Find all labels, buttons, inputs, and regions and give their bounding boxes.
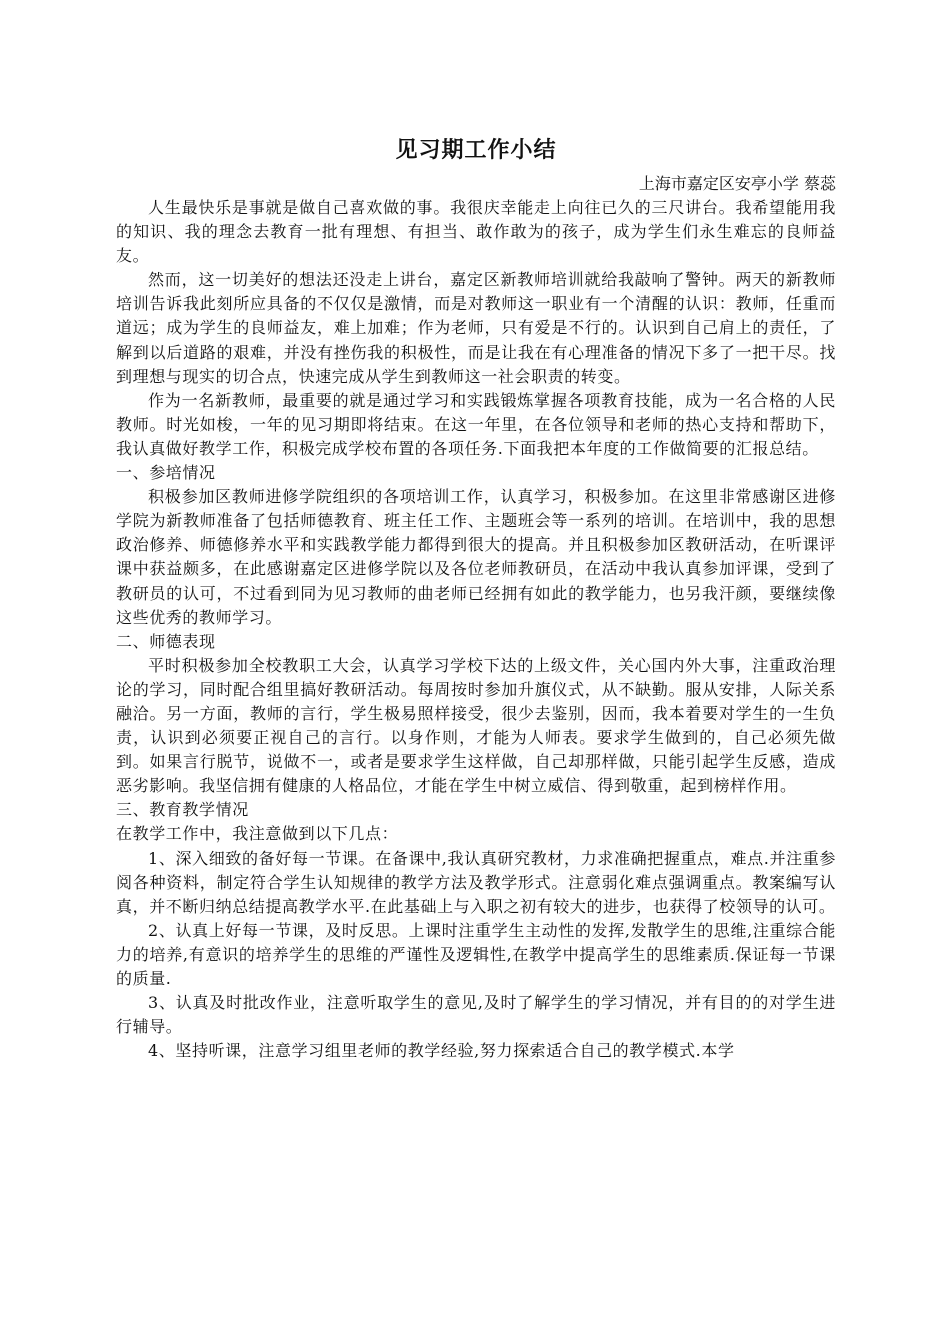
intro-paragraph-2: 然而，这一切美好的想法还没走上讲台，嘉定区新教师培训就给我敲响了警钟。两天的新教师培训告诉我此刻所应具备的不仅仅是激情，而是对教师这一职业有一个清醒的认识：教师，任重而道远；成为学生的良师益友，难上加难；作为老师，只有爱是不行的。认识到自己肩上的责任，了解到以后道路的艰难，并没有挫伤我的积极性，而是让我在有心理准备的情况下多了一把干尽。找到理想与现实的切合点，快速完成从学生到教师这一社会职责的转变。 xyxy=(116,270,836,386)
section-heading-ethics: 二、师德表现 xyxy=(116,631,216,651)
section-heading-training: 一、参培情况 xyxy=(116,463,216,483)
author-line: 上海市嘉定区安亭小学 蔡蕊 xyxy=(638,174,836,193)
section-lead-teaching: 在教学工作中，我注意做到以下几点： xyxy=(116,824,399,844)
teaching-point-1: 1、深入细致的备好每一节课。在备课中,我认真研究教材，力求准确把握重点，难点.并注重参阅各种资料，制定符合学生认知规律的教学方法及教学形式。注意弱化难点强调重点。教案编写认真，并不断归纳总结提高教学水平.在此基础上与入职之初有较大的进步，也获得了校领导的认可。 xyxy=(116,848,836,916)
intro-paragraph-1: 人生最快乐是事就是做自己喜欢做的事。我很庆幸能走上向往已久的三尺讲台。我希望能用我的知识、我的理念去教育一批有理想、有担当、敢作敢为的孩子，成为学生们永生难忘的良师益友。 xyxy=(116,198,836,266)
page-title: 见习期工作小结 xyxy=(395,137,557,163)
teaching-point-2: 2、认真上好每一节课，及时反思。上课时注重学生主动性的发挥,发散学生的思维,注重综合能力的培养,有意识的培养学生的思维的严谨性及逻辑性,在教学中提高学生的思维素质.保证每一节课的质量. xyxy=(116,920,836,988)
section-heading-teaching: 三、教育教学情况 xyxy=(116,800,249,820)
section-body-training: 积极参加区教师进修学院组织的各项培训工作，认真学习，积极参加。在这里非常感谢区进修学院为新教师准备了包括师德教育、班主任工作、主题班会等一系列的培训。在培训中，我的思想政治修养、师德修养水平和实践教学能力都得到很大的提高。并且积极参加区教研活动，在听课评课中获益颇多，在此感谢嘉定区进修学院以及各位老师教研员，在活动中我认真参加评课，受到了教研员的认可，不过看到同为见习教师的曲老师已经拥有如此的教学能力，也另我汗颜，要继续像这些优秀的教师学习。 xyxy=(116,487,836,627)
intro-paragraph-3: 作为一名新教师，最重要的就是通过学习和实践锻炼掌握各项教育技能，成为一名合格的人民教师。时光如梭，一年的见习期即将结束。在这一年里，在各位领导和老师的热心支持和帮助下，我认真做好教学工作，积极完成学校布置的各项任务.下面我把本年度的工作做简要的汇报总结。 xyxy=(116,390,836,458)
teaching-point-3: 3、认真及时批改作业，注意听取学生的意见,及时了解学生的学习情况，并有目的的对学生进行辅导。 xyxy=(116,993,836,1037)
teaching-point-4: 4、坚持听课，注意学习组里老师的教学经验,努力探索适合自己的教学模式.本学 xyxy=(148,1041,735,1061)
section-body-ethics: 平时积极参加全校教职工大会，认真学习学校下达的上级文件，关心国内外大事，注重政治理论的学习，同时配合组里搞好教研活动。每周按时参加升旗仪式，从不缺勤。服从安排，人际关系融洽。另一方面，教师的言行，学生极易照样接受，很少去鉴别，因而，我本着要对学生的一生负责，认识到必须要正视自己的言行。以身作则，才能为人师表。要求学生做到的，自己必须先做到。如果言行脱节，说做不一，或者是要求学生这样做，自己却那样做，只能引起学生反感，造成恶劣影响。我坚信拥有健康的人格品位，才能在学生中树立威信、得到敬重，起到榜样作用。 xyxy=(116,655,836,796)
